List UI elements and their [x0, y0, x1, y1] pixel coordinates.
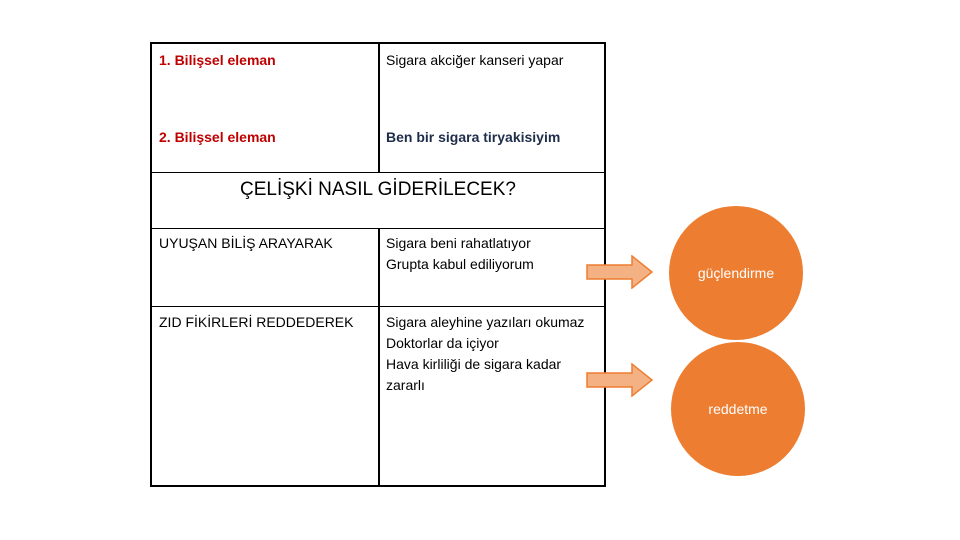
cognitive-dissonance-table [150, 42, 606, 487]
section-heading: ÇELİŞKİ NASIL GİDERİLECEK? [240, 179, 516, 200]
cognitive-element-1-label: 1. Bilişsel eleman [159, 52, 276, 68]
strategy-2-value: Sigara aleyhine yazıları okumaz Doktorlar da içiyor Hava kirliliği de sigara kadar zararlı [386, 314, 585, 393]
row-divider [152, 172, 604, 173]
outcome-strengthening-circle [669, 206, 803, 340]
strategy-1-value: Sigara beni rahatlatıyor Grupta kabul ediliyorum [386, 235, 534, 272]
column-divider [378, 44, 380, 172]
outcome-rejection-circle [671, 342, 805, 476]
right-arrow-icon [586, 363, 654, 397]
column-divider [378, 228, 380, 485]
cognitive-element-1-value: Sigara akciğer kanseri yapar [386, 52, 564, 68]
outcome-strengthening-label: güçlendirme [697, 265, 775, 281]
cognitive-element-2-label: 2. Bilişsel eleman [159, 129, 276, 145]
strategy-1-label: UYUŞAN BİLİŞ ARAYARAK [159, 235, 333, 251]
strategy-2-label: ZID FİKİRLERİ REDDEDEREK [159, 314, 354, 330]
cognitive-element-2-value: Ben bir sigara tiryakisiyim [386, 129, 561, 145]
outcome-rejection-label: reddetme [708, 401, 768, 417]
right-arrow-icon [586, 255, 654, 289]
